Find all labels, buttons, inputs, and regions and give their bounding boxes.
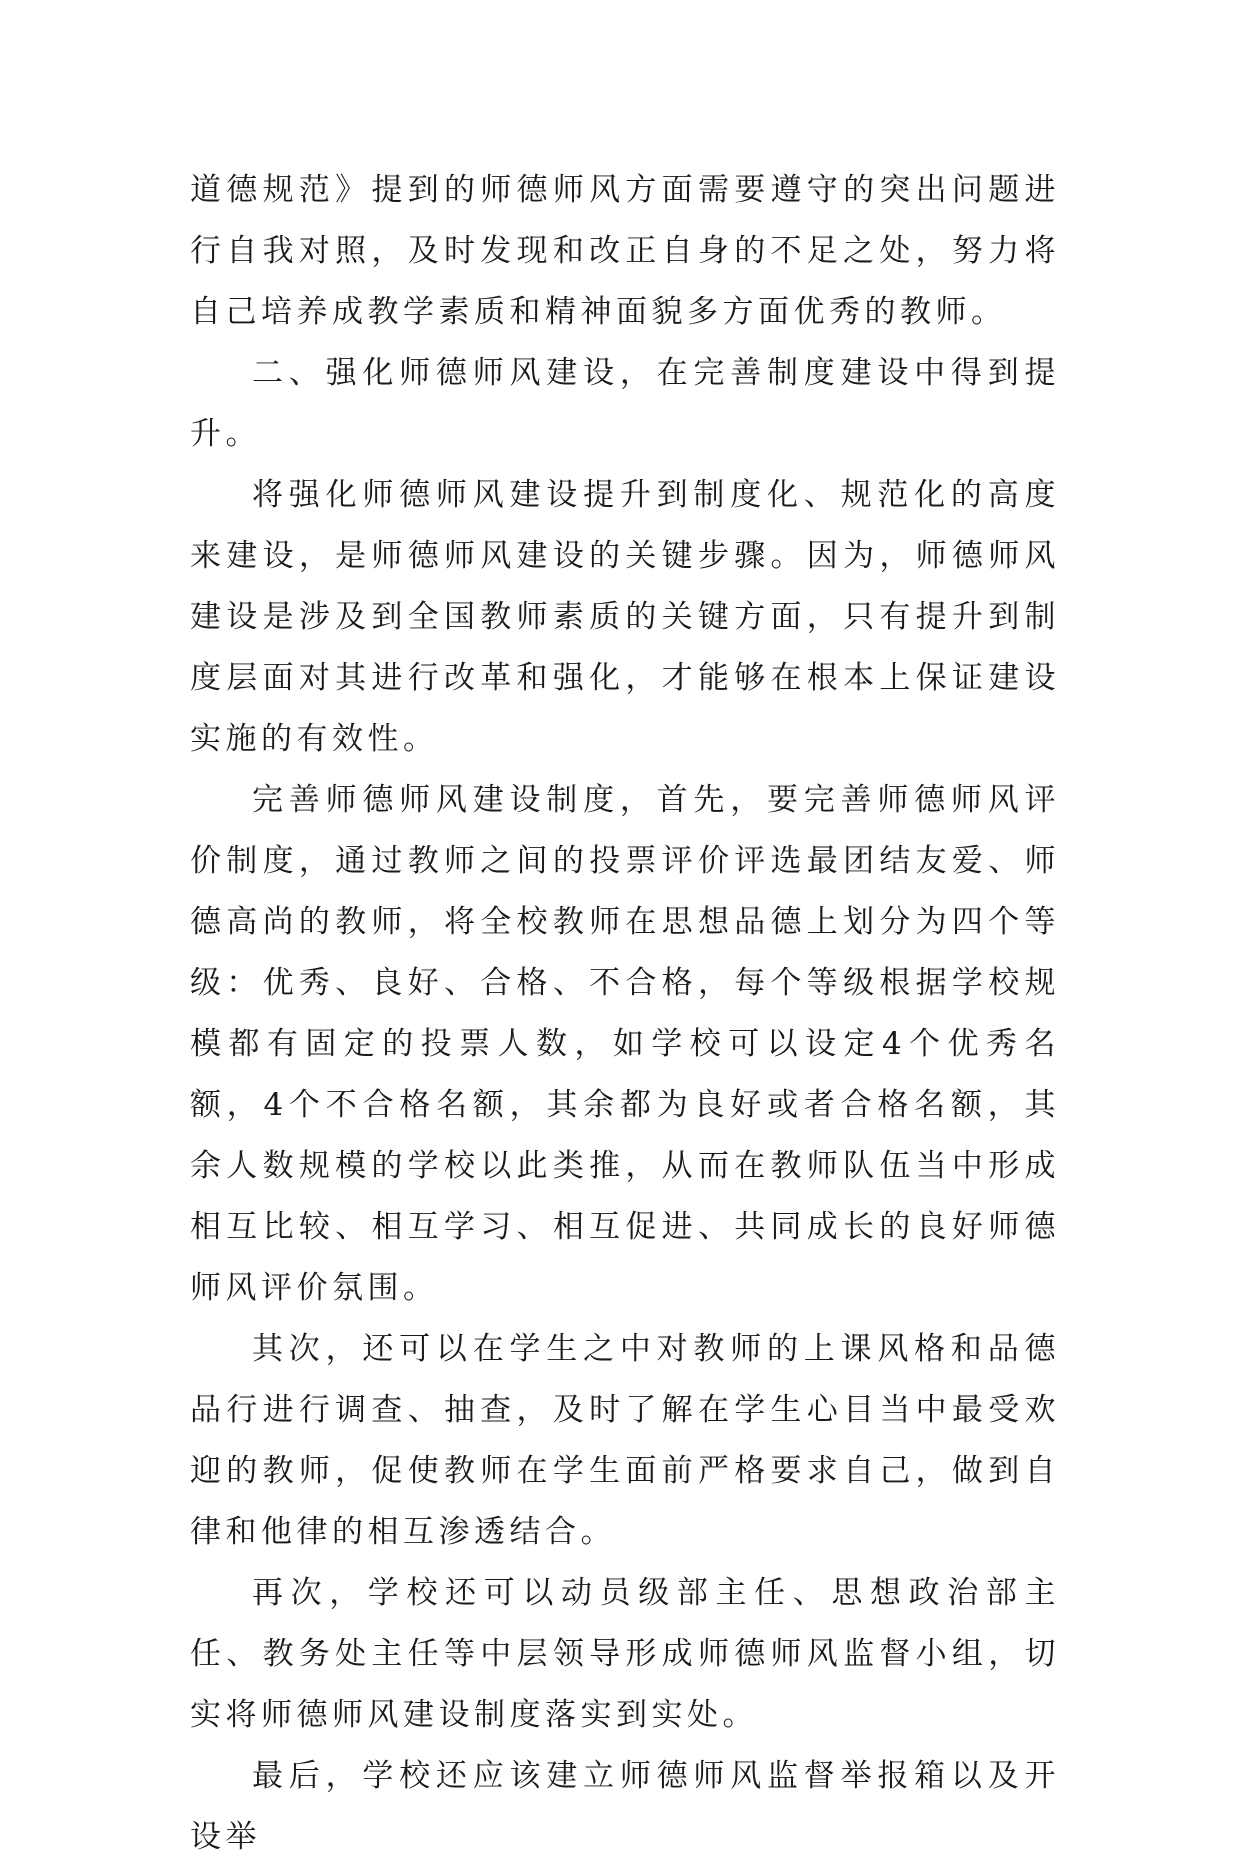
paragraph: 最后，学校还应该建立师德师风监督举报箱以及开设举 [190,1758,1060,1855]
paragraph: 再次，学校还可以动员级部主任、思想政治部主任、教务处主任等中层领导形成师德师风监督小组，切实将师德师风建设制度落实到实处。 [190,1575,1060,1733]
document-body [190,160,1060,1868]
section-heading: 二、强化师德师风建设，在完善制度建设中得到提升。 [190,355,1060,452]
paragraph: 其次，还可以在学生之中对教师的上课风格和品德品行进行调查、抽查，及时了解在学生心目当中最受欢迎的教师，促使教师在学生面前严格要求自己，做到自律和他律的相互渗透结合。 [190,1331,1060,1550]
paragraph-continuation: 道德规范》提到的师德师风方面需要遵守的突出问题进行自我对照，及时发现和改正自身的不足之处，努力将自己培养成教学素质和精神面貌多方面优秀的教师。 [190,172,1060,330]
paragraph: 完善师德师风建设制度，首先，要完善师德师风评价制度，通过教师之间的投票评价评选最团结友爱、师德高尚的教师，将全校教师在思想品德上划分为四个等级：优秀、良好、合格、不合格，每个等级根据学校规模都有固定的投票人数，如学校可以设定4个优秀名额，4个不合格名额，其余都为良好或者合格名额，其余人数规模的学校以此类推，从而在教师队伍当中形成相互比较、相互学习、相互促进、共同成长的良好师德师风评价氛围。 [190,782,1060,1306]
paragraph: 将强化师德师风建设提升到制度化、规范化的高度来建设，是师德师风建设的关键步骤。因为，师德师风建设是涉及到全国教师素质的关键方面，只有提升到制度层面对其进行改革和强化，才能够在根本上保证建设实施的有效性。 [190,477,1060,757]
